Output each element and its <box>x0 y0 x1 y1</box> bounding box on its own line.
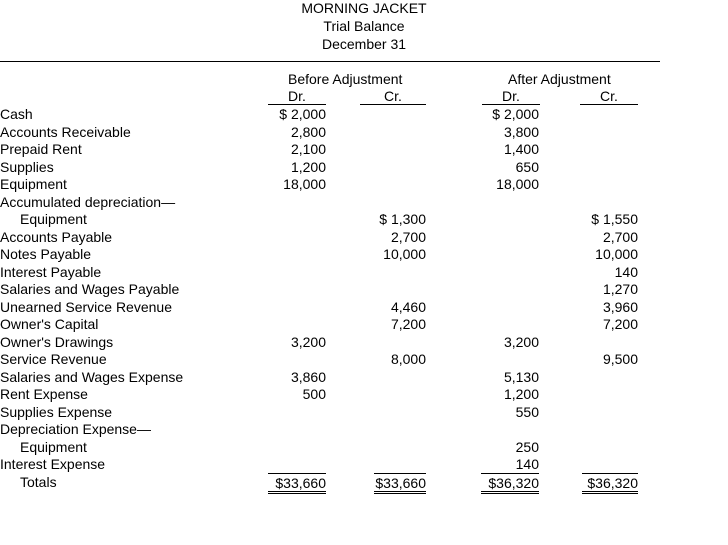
before-cr-cell: 8,000 <box>390 351 426 367</box>
report-date: December 31 <box>321 36 407 52</box>
account-name: Equipment <box>20 438 87 455</box>
after-cr-cell: 1,270 <box>602 281 638 297</box>
before-dr-cell: 1,200 <box>290 158 326 175</box>
after-dr-cell: 3,200 <box>503 333 539 350</box>
account-name: Cash <box>0 106 33 122</box>
account-name: Service Revenue <box>0 351 107 367</box>
account-name: Accounts Receivable <box>0 123 131 140</box>
before-adjustment-heading: Before Adjustment <box>288 71 403 87</box>
after-dr-cell: 1,200 <box>503 386 539 402</box>
before-cr-total: $33,660 <box>374 473 426 494</box>
after-dr-cell: 650 <box>515 158 539 175</box>
account-name: Salaries and Wages Payable <box>0 281 180 297</box>
after-cr-cell: 7,200 <box>602 316 638 332</box>
after-cr-cell: 3,960 <box>602 298 638 315</box>
before-dr-cell: 500 <box>302 386 326 402</box>
after-dr-cell: 1,400 <box>503 141 539 157</box>
account-name: Owner's Drawings <box>0 333 114 350</box>
after-dr-cell: 3,800 <box>503 123 539 140</box>
account-name: Unearned Service Revenue <box>0 298 172 315</box>
company-name: MORNING JACKET <box>301 0 427 16</box>
before-dr-cell: 2,100 <box>290 141 326 157</box>
before-dr-heading: Dr. <box>268 88 326 105</box>
before-cr-heading: Cr. <box>360 88 426 105</box>
account-name: Prepaid Rent <box>0 141 82 157</box>
after-dr-total: $36,320 <box>481 473 539 494</box>
after-cr-cell: 2,700 <box>602 228 638 245</box>
before-cr-cell: 4,460 <box>390 298 426 315</box>
before-cr-cell: $ 1,300 <box>379 211 426 227</box>
after-dr-cell: 140 <box>515 456 539 472</box>
after-dr-cell: 250 <box>515 438 539 455</box>
after-cr-heading: Cr. <box>580 88 638 105</box>
account-name: Accounts Payable <box>0 228 113 245</box>
after-dr-cell: 5,130 <box>503 368 539 385</box>
account-name: Accumulated depreciation— <box>0 193 176 210</box>
after-cr-cell: $ 1,550 <box>591 211 638 227</box>
header-rule <box>0 61 660 62</box>
after-cr-total: $36,320 <box>582 473 638 494</box>
after-dr-cell: $ 2,000 <box>492 106 539 122</box>
before-dr-total: $33,660 <box>268 473 326 494</box>
report-title: Trial Balance <box>323 18 405 34</box>
account-name: Equipment <box>0 176 67 192</box>
after-cr-cell: 10,000 <box>595 246 638 262</box>
before-dr-cell: 18,000 <box>283 176 326 192</box>
before-cr-cell: 7,200 <box>390 316 426 332</box>
after-adjustment-heading: After Adjustment <box>508 71 611 87</box>
account-name: Notes Payable <box>0 246 92 262</box>
account-name: Equipment <box>20 211 87 227</box>
account-name: Owner's Capital <box>0 316 99 332</box>
before-cr-cell: 2,700 <box>390 228 426 245</box>
account-name: Interest Payable <box>0 263 102 280</box>
account-name: Salaries and Wages Expense <box>0 368 184 385</box>
account-name: Supplies Expense <box>0 403 113 420</box>
before-cr-cell: 10,000 <box>383 246 426 262</box>
before-dr-cell: $ 2,000 <box>279 106 326 122</box>
after-dr-cell: 18,000 <box>496 176 539 192</box>
after-dr-cell: 550 <box>515 403 539 420</box>
totals-label: Totals <box>20 473 57 490</box>
account-name: Interest Expense <box>0 456 106 472</box>
before-dr-cell: 2,800 <box>290 123 326 140</box>
before-dr-cell: 3,200 <box>290 333 326 350</box>
before-dr-cell: 3,860 <box>290 368 326 385</box>
account-name: Depreciation Expense— <box>0 421 151 437</box>
after-cr-cell: 140 <box>614 263 638 280</box>
account-name: Rent Expense <box>0 386 88 402</box>
after-dr-heading: Dr. <box>482 88 540 105</box>
after-cr-cell: 9,500 <box>602 351 638 367</box>
account-name: Supplies <box>0 158 54 175</box>
